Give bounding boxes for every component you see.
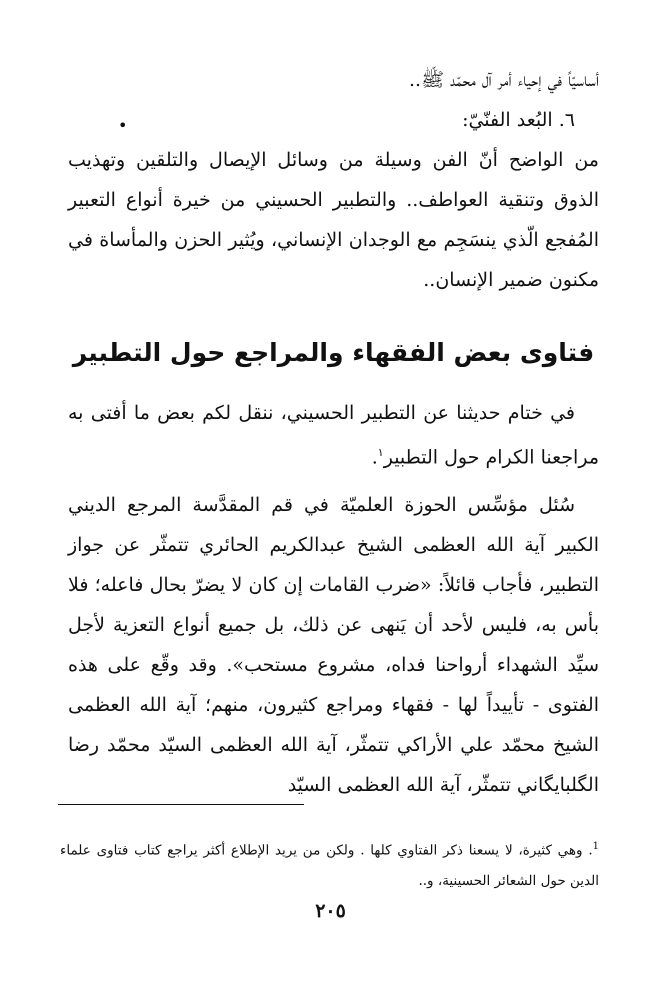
intro-line: أساسيّاً في إحياء أمر آل محمّد ﷺ..	[409, 69, 599, 91]
footnote-separator	[58, 804, 304, 805]
footnote-marker: 1	[592, 841, 599, 852]
section-title: فتاوى بعض الفقهاء والمراجع حول التطبير	[72, 338, 595, 367]
paragraph-closing: في ختام حديثنا عن التطبير الحسيني، ننقل لكم بعض ما أفتى به مراجعنا الكرام حول التطبير$^١$.	[68, 402, 599, 469]
footnote-reference: ١	[377, 446, 384, 459]
footnote	[60, 832, 599, 896]
paragraph-fatwa: سُئل مؤسِّس الحوزة العلميّة في قم المقدَّسة المرجع الديني الكبير آية الله العظمى الشيخ عبدالكريم الحائري تتمثّر عن جواز التطبير، فأجاب قائلاً: «ضرب القامات إن كان لا يضرّ بحال فاعله؛ فلا بأس به، فليس لأحد أن يَنهى عن ذلك، بل جميع أنواع التعزية لأجل سيِّد الشهداء أرواحنا فداه، مشروع مستحب». وقد وقّع على هذه الفتوى - تأييداً لها - فقهاء ومراجع كثيرون، منهم؛ آية الله العظمى الشيخ محمّد علي الأراكي تتمثّر، آية الله العظمى السيّد محمّد رضا الگلبايگاني تتمثّر، آية الله العظمى السيّد	[68, 494, 599, 797]
paragraph-closing-text: في ختام حديثنا عن التطبير الحسيني، ننقل لكم بعض ما أفتى به مراجعنا الكرام حول التطبير	[68, 402, 599, 469]
footnote-text: . وهي كثيرة، لا يسعنا ذكر الفتاوي كلها . ولكن من يريد الإطلاع أكثر يراجع كتاب فتاوى علماء الدين حول الشعائر الحسينية، و..	[60, 842, 599, 889]
paragraph-art: من الواضح أنّ الفن وسيلة من وسائل الإيصال والتلقين وتهذيب الذوق وتنقية العواطف.. والتطبير الحسيني من خيرة أنواع التعبير المُفجع الّذي ينسَجِم مع الوجدان الإنساني، ويُثير الحزن والمأساة في مكنون ضمير الإنسان..	[68, 149, 599, 291]
subheading-artistic-dimension: ٦. البُعد الفنّيّ:	[462, 109, 575, 131]
page-number: ٢٠٥	[315, 900, 346, 922]
margin-dot: •	[118, 116, 128, 135]
